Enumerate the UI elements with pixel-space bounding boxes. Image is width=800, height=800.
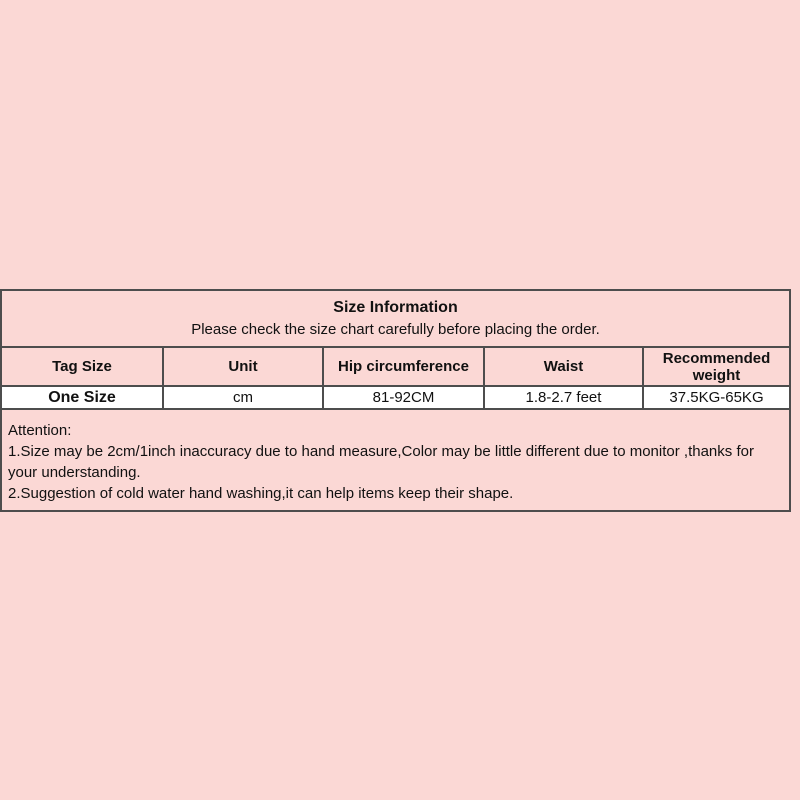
table-row bbox=[2, 387, 789, 410]
attention-note-section bbox=[2, 410, 789, 510]
cell-hip-circumference-value: 81-92CM bbox=[324, 387, 485, 408]
table-header-row bbox=[2, 348, 789, 387]
header-cell-waist: Waist bbox=[485, 348, 644, 385]
attention-note-1: 1.Size may be 2cm/1inch inaccuracy due to hand measure,Color may be little different due to monitor ,thanks for bbox=[8, 443, 754, 460]
page-title: Size Information bbox=[333, 299, 458, 316]
attention-note-2: 2.Suggestion of cold water hand washing,it can help items keep their shape. bbox=[8, 485, 514, 502]
header-cell-recommended-weight: Recommended weight bbox=[662, 349, 771, 384]
attention-note-1-continued: your understanding. bbox=[8, 464, 141, 481]
header-cell-tag-size: Tag Size bbox=[2, 348, 164, 385]
cell-waist-value: 1.8-2.7 feet bbox=[485, 387, 644, 408]
header-cell-unit: Unit bbox=[164, 348, 324, 385]
size-information-table bbox=[0, 289, 791, 512]
cell-unit-value: cm bbox=[164, 387, 324, 408]
cell-recommended-weight-value: 37.5KG-65KG bbox=[669, 389, 764, 406]
table-title-section bbox=[2, 291, 789, 348]
attention-heading: Attention: bbox=[8, 422, 72, 439]
cell-tag-size-value: One Size bbox=[2, 387, 164, 408]
page-subtitle: Please check the size chart carefully before placing the order. bbox=[191, 321, 600, 338]
header-cell-hip-circumference: Hip circumference bbox=[324, 348, 485, 385]
